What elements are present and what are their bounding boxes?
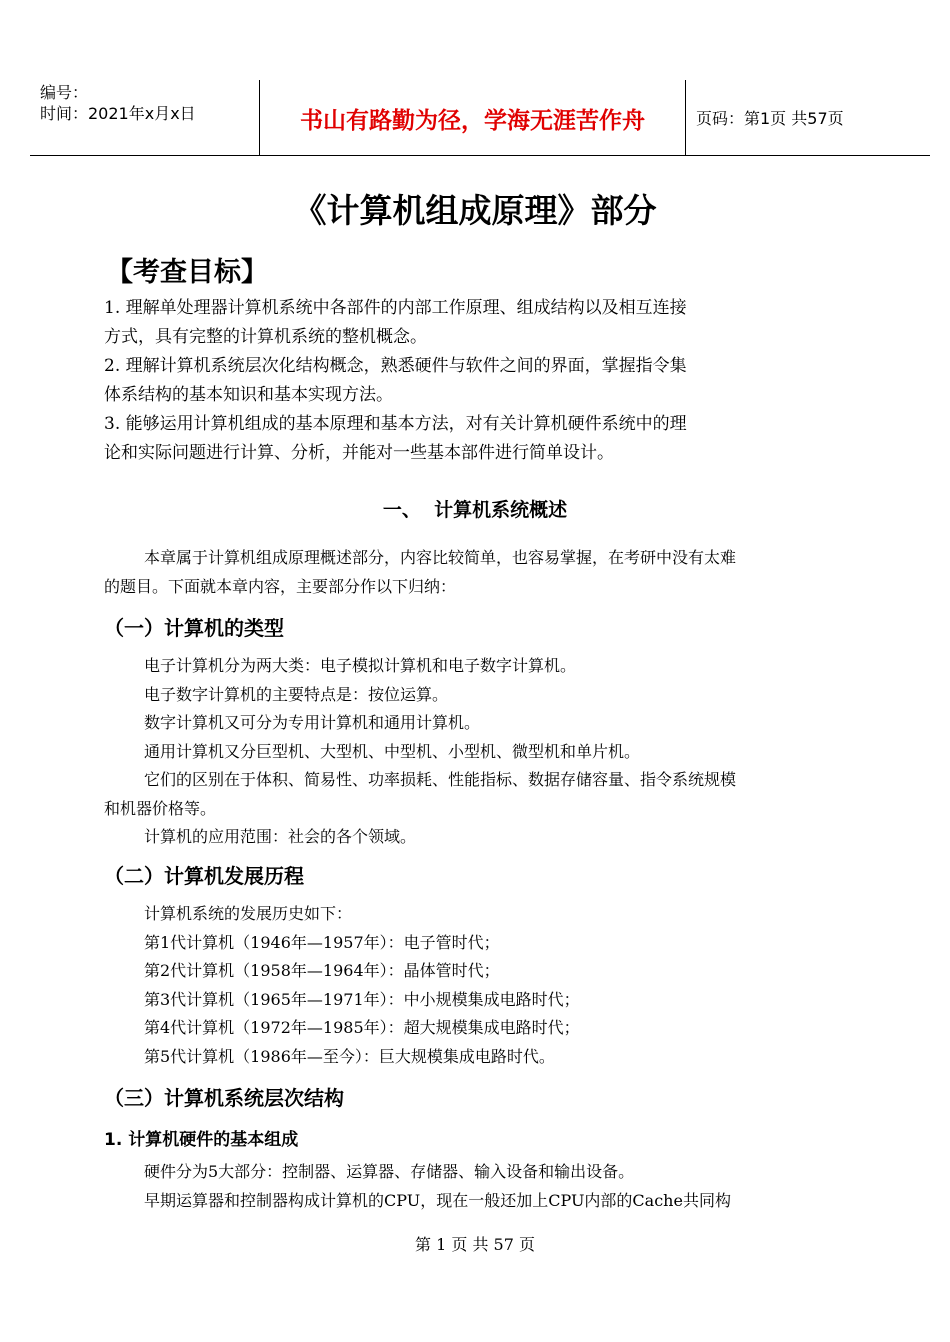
section-2-line-3: 第2代计算机（1958年—1964年）：晶体管时代； bbox=[144, 961, 500, 980]
page-footer: 第 1 页 共 57 页 bbox=[415, 1235, 535, 1254]
section-3-subtitle: 1. 计算机硬件的基本组成 bbox=[104, 1130, 299, 1150]
section-1-line-2: 电子数字计算机的主要特点是：按位运算。 bbox=[144, 684, 449, 704]
header-motto: 书山有路勤为径，学海无涯苦作舟 bbox=[300, 108, 645, 134]
section-2-line-1: 计算机系统的发展历史如下： bbox=[144, 904, 353, 923]
goal-2-line-2: 体系结构的基本知识和基本实现方法。 bbox=[104, 385, 393, 405]
intro-paragraph bbox=[104, 544, 736, 601]
intro-line-2: 的题目。下面就本章内容，主要部分作以下归纳： bbox=[104, 576, 457, 596]
section-3-line-1: 硬件分为5大部分：控制器、运算器、存储器、输入设备和输出设备。 bbox=[144, 1162, 635, 1181]
intro-line-1: 本章属于计算机组成原理概述部分，内容比较简单，也容易掌握，在考研中没有太难 bbox=[144, 548, 737, 567]
time-label: 时间：2021年x月x日 bbox=[40, 104, 196, 123]
section-2-title: （二）计算机发展历程 bbox=[104, 864, 304, 888]
section-1-line-5: 它们的区别在于体积、简易性、功率损耗、性能指标、数据存储容量、指令系统规模 bbox=[144, 770, 737, 789]
header-meta bbox=[40, 82, 196, 124]
section-3-title: （三）计算机系统层次结构 bbox=[104, 1086, 344, 1110]
section-2-line-4: 第3代计算机（1965年—1971年）：中小规模集成电路时代； bbox=[144, 989, 580, 1009]
section-1-line-6: 和机器价格等。 bbox=[104, 798, 217, 818]
section-1-line-4: 通用计算机又分巨型机、大型机、中型机、小型机、微型机和单片机。 bbox=[144, 741, 641, 761]
section-3-line-2: 早期运算器和控制器构成计算机的CPU，现在一般还加上CPU内部的Cache共同构 bbox=[144, 1190, 731, 1210]
document-title: 《计算机组成原理》部分 bbox=[293, 191, 657, 230]
section-1-line-7: 计算机的应用范围：社会的各个领域。 bbox=[144, 827, 417, 846]
header-divider-right bbox=[685, 80, 686, 155]
goal-2-line-1: 2. 理解计算机系统层次化结构概念，熟悉硬件与软件之间的界面，掌握指令集 bbox=[104, 356, 687, 376]
section-1-line-1: 电子计算机分为两大类：电子模拟计算机和电子数字计算机。 bbox=[144, 656, 577, 675]
goal-1-line-2: 方式，具有完整的计算机系统的整机概念。 bbox=[104, 327, 427, 347]
section-2-line-6: 第5代计算机（1986年—至今）：巨大规模集成电路时代。 bbox=[144, 1046, 555, 1066]
goal-3-line-1: 3. 能够运用计算机组成的基本原理和基本方法，对有关计算机硬件系统中的理 bbox=[104, 414, 687, 434]
number-label: 编号： bbox=[40, 83, 89, 102]
section-3-body bbox=[144, 1158, 731, 1215]
section-1-title: （一）计算机的类型 bbox=[104, 616, 284, 640]
header-page-info: 页码：第1页 共57页 bbox=[696, 109, 844, 128]
goals-list bbox=[104, 294, 687, 468]
goal-3-line-2: 论和实际问题进行计算、分析，并能对一些基本部件进行简单设计。 bbox=[104, 443, 614, 463]
section-2-line-5: 第4代计算机（1972年—1985年）：超大规模集成电路时代； bbox=[144, 1018, 580, 1037]
section-1-line-3: 数字计算机又可分为专用计算机和通用计算机。 bbox=[144, 713, 481, 732]
chapter-title: 一、 计算机系统概述 bbox=[382, 499, 568, 521]
goals-heading: 【考查目标】 bbox=[106, 257, 268, 288]
goal-1-line-1: 1. 理解单处理器计算机系统中各部件的内部工作原理、组成结构以及相互连接 bbox=[104, 298, 687, 318]
section-1-body bbox=[104, 652, 736, 852]
page-header bbox=[30, 72, 930, 156]
section-2-body bbox=[144, 900, 580, 1071]
section-2-line-2: 第1代计算机（1946年—1957年）：电子管时代； bbox=[144, 932, 500, 952]
